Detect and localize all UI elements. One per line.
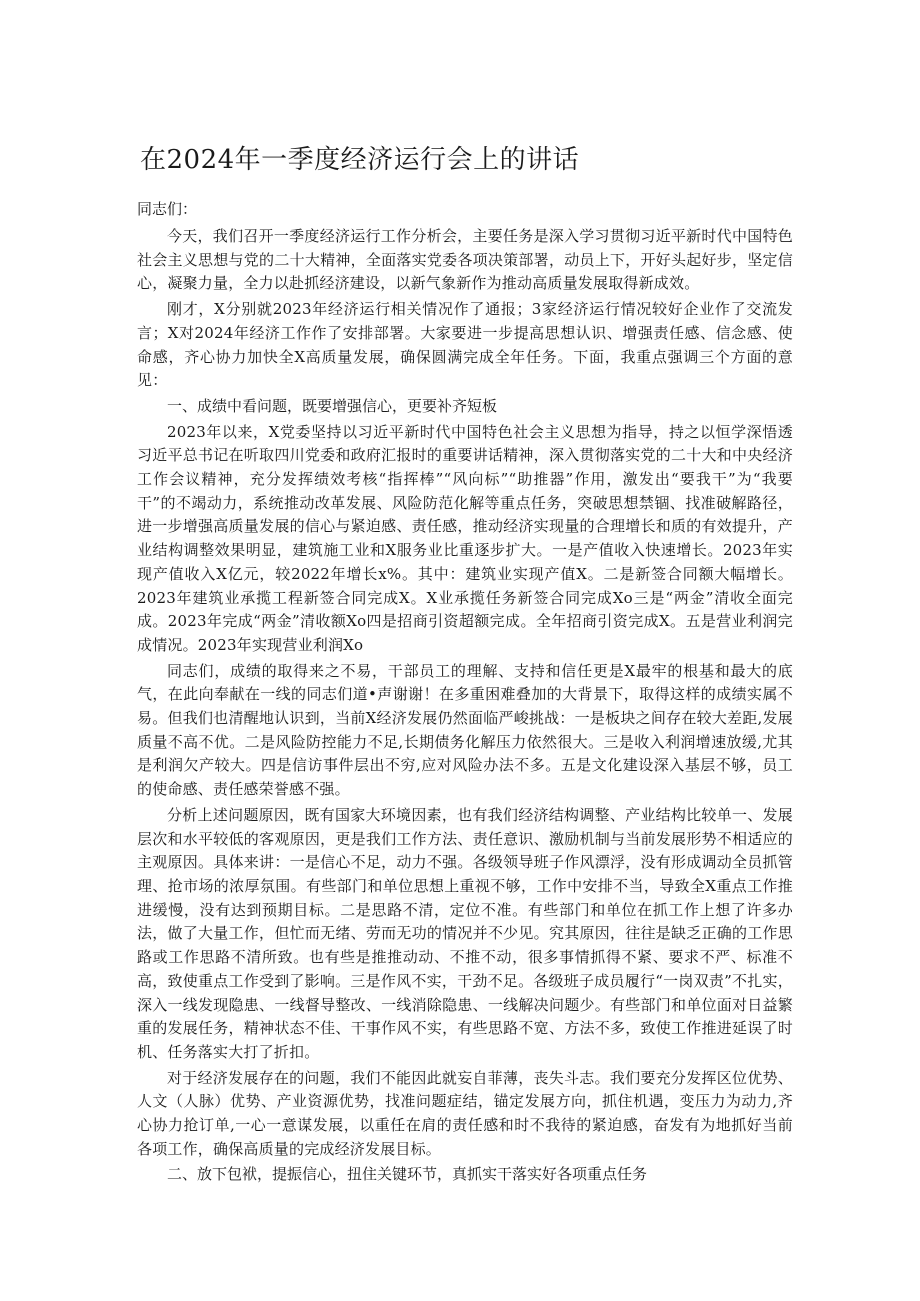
paragraph: 对于经济发展存在的问题，我们不能因此就妄自菲薄，丧失斗志。我们要充分发挥区位优势、人文（人脉）优势、产业资源优势，找准问题症结，锚定发展方向，抓住机遇，变压力为动力,齐心协力抢订单,一心一意谋发展，以重任在肩的责任感和时不我待的紧迫感，奋发有为地抓好当前各项工作，确保高质量的完成经济发展目标。 bbox=[137, 1068, 793, 1158]
paragraph: 2023年以来，X党委坚持以习近平新时代中国特色社会主义思想为指导，持之以恒学深悟透习近平总书记在听取四川党委和政府汇报时的重要讲话精神，深入贯彻落实党的二十大和中央经济工作会议精神，充分发挥绩效考核“指挥棒”“风向标”“助推器”作用，激发出“要我干”为“我要干”的不竭动力，系统推动改革发展、风险防范化解等重点任务，突破思想禁锢、找准破解路径，进一步增强高质量发展的信心与紧迫感、责任感，推动经济实现量的合理增长和质的有效提升，产业结构调整效果明显，建筑施工业和X服务业比重逐步扩大。一是产值收入快速增长。2023年实现产值收入X亿元，较2022年增长x%。其中：建筑业实现产值X。二是新签合同额大幅增长。2023年建筑业承揽工程新签合同完成X。X业承揽任务新签合同完成Xo三是“两金”清收全面完成。2023年完成“两金”清收额Xo四是招商引资超额完成。全年招商引资完成X。五是营业利润完成情况。2023年实现营业利润Xo bbox=[137, 422, 793, 654]
paragraph: 今天，我们召开一季度经济运行工作分析会，主要任务是深入学习贯彻习近平新时代中国特色社会主义思想与党的二十大精神，全面落实党委各项决策部署，动员上下，开好头起好步，坚定信心，凝聚力量，全力以赴抓经济建设，以新气象新作为推动高质量发展取得新成效。 bbox=[137, 227, 793, 293]
document-title: 在2024年一季度经济运行会上的讲话 bbox=[140, 145, 580, 175]
document-page bbox=[137, 142, 793, 1189]
paragraph: 同志们，成绩的取得来之不易，干部员工的理解、支持和信任更是X最牢的根基和最大的底气，在此向奉献在一线的同志们道•声谢谢！在多重困难叠加的大背景下，取得这样的成绩实属不易。但我们也清醒地认识到，当前X经济发展仍然面临严峻挑战：一是板块之间存在较大差距,发展质量不高不优。二是风险防控能力不足,长期债务化解压力依然很大。三是收入利润增速放缓,尤其是利润欠产较大。四是信访事件层出不穷,应对风险办法不多。五是文化建设深入基层不够，员工的使命感、责任感荣誉感不强。 bbox=[137, 661, 793, 799]
paragraph: 刚才，X分别就2023年经济运行相关情况作了通报；3家经济运行情况较好企业作了交流发言；X对2024年经济工作作了安排部署。大家要进一步提高思想认识、增强责任感、信念感、使命感，齐心协力加快全X高质量发展，确保圆满完成全年任务。下面，我重点强调三个方面的意见： bbox=[137, 300, 793, 390]
section-heading: 一、成绩中看问题，既要增强信心，更要补齐短板 bbox=[167, 396, 498, 415]
paragraph: 分析上述问题原因，既有国家大环境因素，也有我们经济结构调整、产业结构比较单一、发展层次和水平较低的客观原因，更是我们工作方法、责任意识、激励机制与当前发展形势不相适应的主观原因。具体来讲：一是信心不足，动力不强。各级领导班子作风漂浮，没有形成调动全员抓管理、抢市场的浓厚氛围。有些部门和单位思想上重视不够，工作中安排不当，导致全X重点工作推进缓慢，没有达到预期目标。二是思路不清，定位不准。有些部门和单位在抓工作上想了许多办法，做了大量工作，但忙而无绪、劳而无功的情况并不少见。究其原因，往往是缺乏正确的工作思路或工作思路不清所致。也有些是推推动动、不推不动，很多事情抓得不紧、要求不严、标准不高，致使重点工作受到了影响。三是作风不实，干劲不足。各级班子成员履行“一岗双责”不扎实，深入一线发现隐患、一线督导整改、一线消除隐患、一线解决问题少。有些部门和单位面对日益繁重的发展任务，精神状态不佳、干事作风不实，有些思路不宽、方法不多，致使工作推进延误了时机、任务落实大打了折扣。 bbox=[137, 805, 793, 1061]
section-heading: 二、放下包袱，提振信心，扭住关键环节，真抓实干落实好各项重点任务 bbox=[167, 1165, 648, 1184]
salutation: 同志们： bbox=[137, 200, 198, 218]
